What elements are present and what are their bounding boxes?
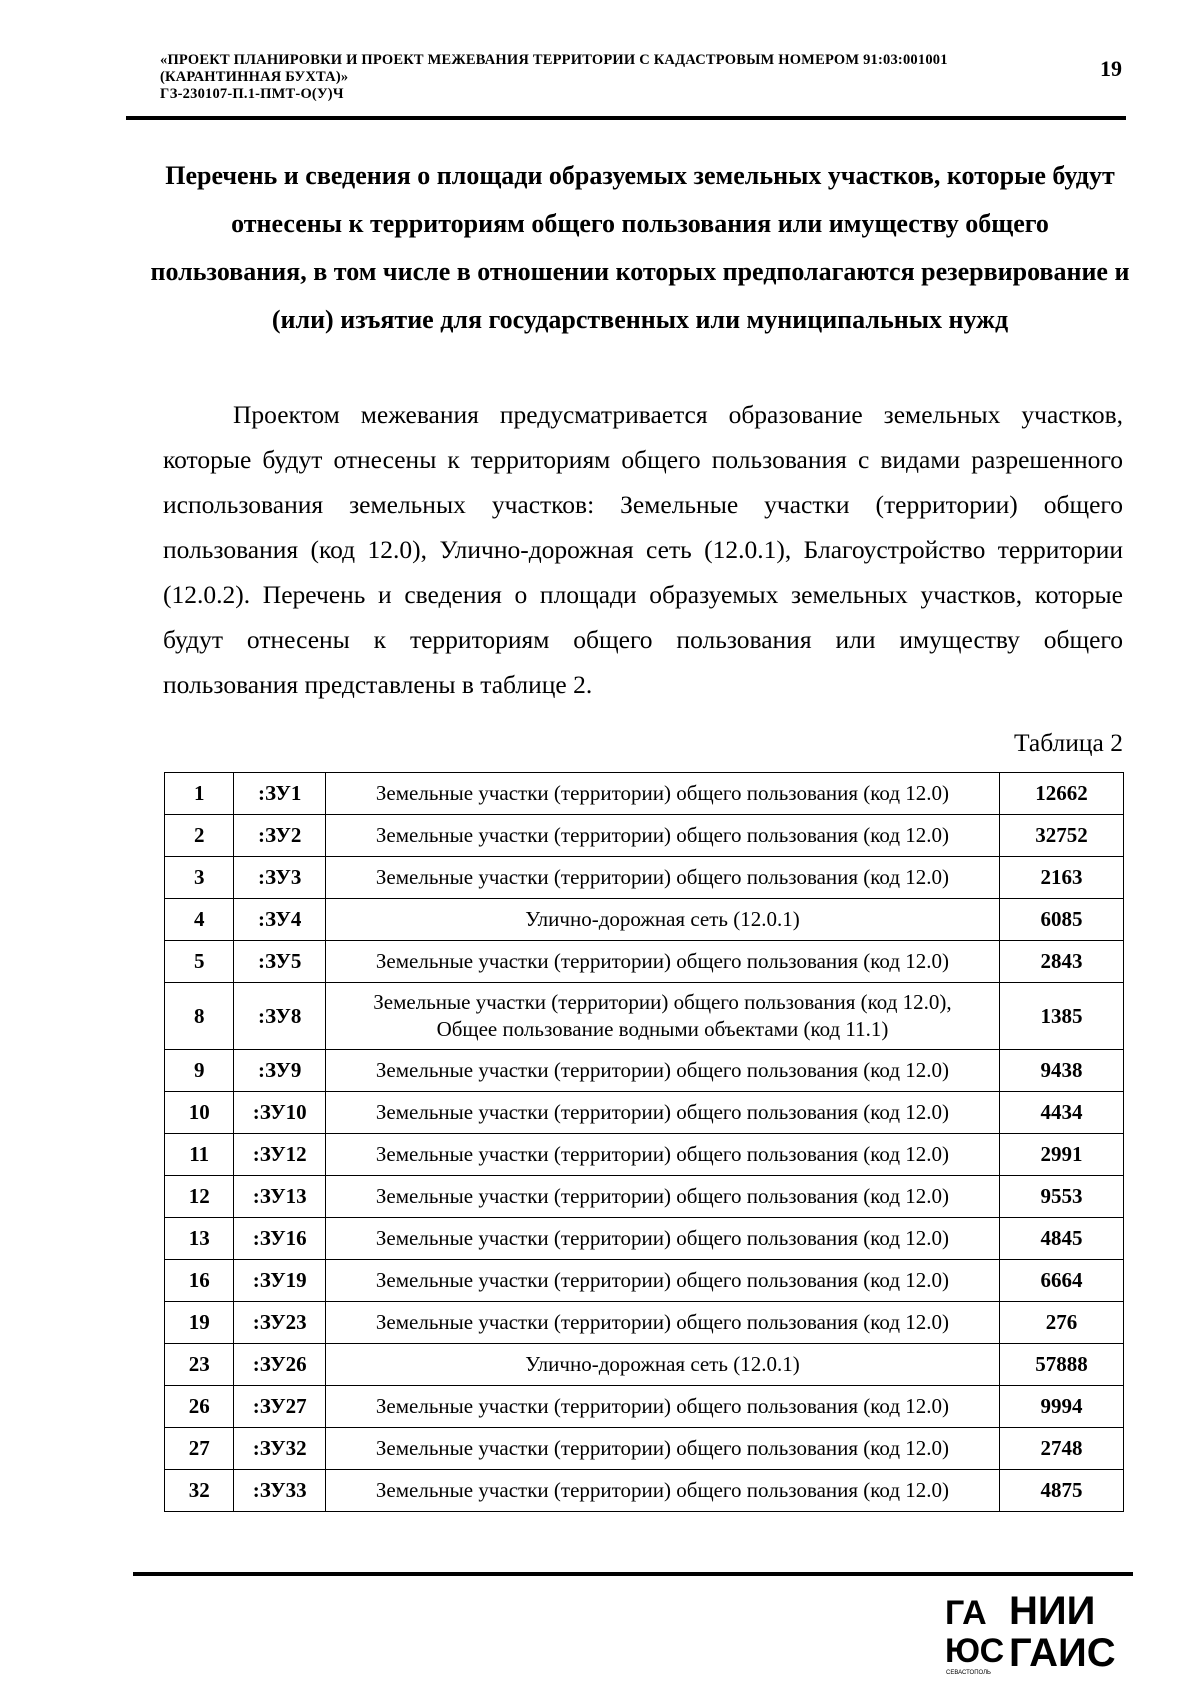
- table-row: [165, 1470, 1124, 1512]
- table-row: [165, 1176, 1124, 1218]
- area-cell: 12662: [999, 773, 1123, 815]
- section-title: Перечень и сведения о площади образуемых земельных участков, которые будут отнесены к территориям общего пользования или имуществу общего пользования, в том числе в отношении которых предполагаются резервирование и (или) изъятие для государственных или муниципальных нужд: [150, 161, 1130, 334]
- table-row: [165, 1092, 1124, 1134]
- logo-mark-top: ГА: [945, 1594, 987, 1632]
- page-number: 19: [1100, 56, 1122, 81]
- row-number-cell: 13: [165, 1218, 234, 1260]
- row-number-cell: 1: [165, 773, 234, 815]
- table-row: [165, 1134, 1124, 1176]
- area-cell: 1385: [999, 983, 1123, 1050]
- row-number-cell: 23: [165, 1344, 234, 1386]
- permitted-use-cell: Земельные участки (территории) общего пользования (код 12.0): [325, 941, 999, 983]
- parcel-code-cell: :ЗУ27: [234, 1386, 326, 1428]
- area-cell: 2843: [999, 941, 1123, 983]
- area-cell: 2748: [999, 1428, 1123, 1470]
- document-header: [160, 52, 1060, 103]
- area-cell: 6664: [999, 1260, 1123, 1302]
- permitted-use-cell: Земельные участки (территории) общего пользования (код 12.0): [325, 773, 999, 815]
- parcel-code-cell: :ЗУ13: [234, 1176, 326, 1218]
- table-row: [165, 1260, 1124, 1302]
- parcel-code-cell: :ЗУ12: [234, 1134, 326, 1176]
- table-row: [165, 773, 1124, 815]
- permitted-use-cell: Земельные участки (территории) общего пользования (код 12.0): [325, 1470, 999, 1512]
- row-number-cell: 27: [165, 1428, 234, 1470]
- table-row: [165, 899, 1124, 941]
- row-number-cell: 2: [165, 815, 234, 857]
- nii-gais-logo: [945, 1588, 1125, 1678]
- parcel-code-cell: :ЗУ3: [234, 857, 326, 899]
- parcel-code-cell: :ЗУ1: [234, 773, 326, 815]
- header-divider: [126, 116, 1126, 120]
- parcel-code-cell: :ЗУ33: [234, 1470, 326, 1512]
- header-project-title: «ПРОЕКТ ПЛАНИРОВКИ И ПРОЕКТ МЕЖЕВАНИЯ ТЕРРИТОРИИ С КАДАСТРОВЫМ НОМЕРОМ 91:03:001001: [160, 52, 948, 68]
- permitted-use-line: Земельные участки (территории) общего пользования (код 12.0),: [373, 990, 952, 1014]
- row-number-cell: 12: [165, 1176, 234, 1218]
- row-number-cell: 32: [165, 1470, 234, 1512]
- header-project-subtitle: (КАРАНТИННАЯ БУХТА)»: [160, 69, 349, 85]
- parcel-code-cell: :ЗУ32: [234, 1428, 326, 1470]
- parcel-code-cell: :ЗУ8: [234, 983, 326, 1050]
- body-paragraph: Проектом межевания предусматривается образование земельных участков, которые будут отнесены к территориям общего пользования с видами разрешенного использования земельных участков: Земельные участки (территории) общего пользования (код 12.0), Улично-дорожная сеть (12.0.1), Благоустройство территории (12.0.2). Перечень и сведения о площади образуемых земельных участков, которые будут отнесены к территориям общего пользования или имуществу общего пользования представлены в таблице 2.: [163, 400, 1123, 699]
- area-cell: 6085: [999, 899, 1123, 941]
- row-number-cell: 5: [165, 941, 234, 983]
- row-number-cell: 16: [165, 1260, 234, 1302]
- permitted-use-cell: Земельные участки (территории) общего пользования (код 12.0): [325, 1302, 999, 1344]
- row-number-cell: 19: [165, 1302, 234, 1344]
- row-number-cell: 9: [165, 1050, 234, 1092]
- table-row: [165, 1428, 1124, 1470]
- header-document-code: ГЗ-230107-П.1-ПМТ-О(У)Ч: [160, 86, 344, 102]
- parcel-code-cell: :ЗУ10: [234, 1092, 326, 1134]
- row-number-cell: 11: [165, 1134, 234, 1176]
- area-cell: 2991: [999, 1134, 1123, 1176]
- row-number-cell: 10: [165, 1092, 234, 1134]
- table-row: [165, 941, 1124, 983]
- parcel-code-cell: :ЗУ4: [234, 899, 326, 941]
- permitted-use-cell: Земельные участки (территории) общего пользования (код 12.0): [325, 1092, 999, 1134]
- table-row: [165, 1386, 1124, 1428]
- logo-mark-bottom: ЮС: [945, 1632, 1005, 1670]
- parcel-code-cell: :ЗУ26: [234, 1344, 326, 1386]
- parcel-code-cell: :ЗУ19: [234, 1260, 326, 1302]
- permitted-use-line: Общее пользование водными объектами (код 11.1): [436, 1017, 889, 1041]
- area-cell: 9553: [999, 1176, 1123, 1218]
- logo-mark-icon: [945, 1588, 1125, 1678]
- permitted-use-cell: Земельные участки (территории) общего пользования (код 12.0): [325, 1134, 999, 1176]
- logo-line1: НИИ: [1009, 1589, 1096, 1633]
- permitted-use-cell: [325, 983, 999, 1050]
- area-cell: 32752: [999, 815, 1123, 857]
- permitted-use-cell: Земельные участки (территории) общего пользования (код 12.0): [325, 857, 999, 899]
- table-row: [165, 1218, 1124, 1260]
- area-cell: 4434: [999, 1092, 1123, 1134]
- permitted-use-cell: Земельные участки (территории) общего пользования (код 12.0): [325, 1260, 999, 1302]
- footer-divider: [133, 1572, 1133, 1576]
- area-cell: 4845: [999, 1218, 1123, 1260]
- table-row: [165, 857, 1124, 899]
- permitted-use-cell: Земельные участки (территории) общего пользования (код 12.0): [325, 815, 999, 857]
- area-cell: 2163: [999, 857, 1123, 899]
- parcel-code-cell: :ЗУ16: [234, 1218, 326, 1260]
- permitted-use-cell: Земельные участки (территории) общего пользования (код 12.0): [325, 1050, 999, 1092]
- table-row: [165, 815, 1124, 857]
- area-cell: 9438: [999, 1050, 1123, 1092]
- row-number-cell: 3: [165, 857, 234, 899]
- permitted-use-cell: Улично-дорожная сеть (12.0.1): [325, 1344, 999, 1386]
- table-caption: Таблица 2: [1013, 728, 1123, 757]
- table-row: [165, 983, 1124, 1050]
- permitted-use-cell: Земельные участки (территории) общего пользования (код 12.0): [325, 1428, 999, 1470]
- permitted-use-cell: Улично-дорожная сеть (12.0.1): [325, 899, 999, 941]
- table-row: [165, 1050, 1124, 1092]
- row-number-cell: 4: [165, 899, 234, 941]
- parcel-code-cell: :ЗУ23: [234, 1302, 326, 1344]
- row-number-cell: 8: [165, 983, 234, 1050]
- area-cell: 276: [999, 1302, 1123, 1344]
- permitted-use-cell: Земельные участки (территории) общего пользования (код 12.0): [325, 1218, 999, 1260]
- parcels-table: [164, 772, 1124, 1512]
- parcel-code-cell: :ЗУ5: [234, 941, 326, 983]
- parcel-code-cell: :ЗУ2: [234, 815, 326, 857]
- area-cell: 57888: [999, 1344, 1123, 1386]
- permitted-use-cell: Земельные участки (территории) общего пользования (код 12.0): [325, 1176, 999, 1218]
- area-cell: 4875: [999, 1470, 1123, 1512]
- permitted-use-cell: Земельные участки (территории) общего пользования (код 12.0): [325, 1386, 999, 1428]
- logo-city: СЕВАСТОПОЛЬ: [946, 1670, 991, 1676]
- table-row: [165, 1344, 1124, 1386]
- table-row: [165, 1302, 1124, 1344]
- parcel-code-cell: :ЗУ9: [234, 1050, 326, 1092]
- logo-line2: ГАИС: [1009, 1631, 1116, 1675]
- area-cell: 9994: [999, 1386, 1123, 1428]
- row-number-cell: 26: [165, 1386, 234, 1428]
